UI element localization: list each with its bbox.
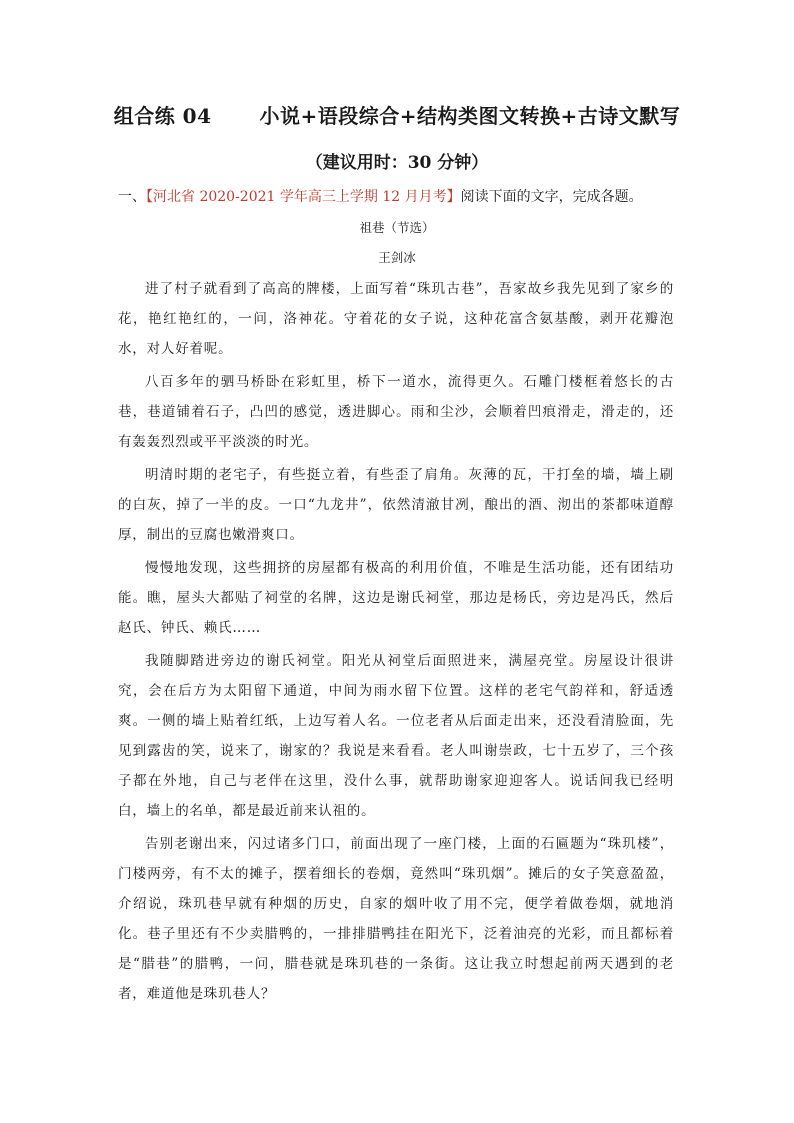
title-left: 组合练 04 (113, 104, 212, 128)
paragraph: 我随脚踏进旁边的谢氏祠堂。阳光从祠堂后面照进来，满屋亮堂。房屋设计很讲究，会在后方为太阳留下通道，中间为雨水留下位置。这样的老宅气韵祥和，舒适透爽。一侧的墙上贴着红纸，上边写着人名。一位老者从后面走出来，还没看清脸面，先见到露齿的笑，说来了，谢家的？我说是来看看。老人叫谢崇政，七十五岁了，三个孩子都在外地，自己与老伴在这里，没什么事，就帮助谢家迎迎客人。说话间我已经明白，墙上的名单，都是最近前来认祖的。 (118, 653, 674, 819)
title-right: 小说+语段综合+结构类图文转换+古诗文默写 (259, 104, 681, 128)
page-subtitle: （建议用时：30 分钟） (305, 153, 489, 173)
page-title (0, 100, 794, 129)
paragraph: 八百多年的驷马桥卧在彩虹里，桥下一道水，流得更久。石雕门楼框着悠长的古巷，巷道铺着石子，凸凹的感觉，透进脚心。雨和尘沙，会顺着凹痕滑走，滑走的，还有轰轰烈烈或平平淡淡的时光。 (118, 374, 674, 450)
article-body (118, 274, 674, 1012)
question-number: 一、 (118, 189, 146, 205)
paragraph: 明清时期的老宅子，有些挺立着，有些歪了肩角。灰薄的瓦，干打垒的墙，墙上刷的白灰，掉了一半的皮。一口“九龙井”，依然清澈甘冽，酿出的酒、沏出的茶都味道醇厚，制出的豆腐也嫩滑爽口。 (118, 467, 674, 543)
paragraph: 告别老谢出来，闪过诸多门口，前面出现了一座门楼，上面的石匾题为“珠玑楼”，门楼两旁，有不太的摊子，摆着细长的卷烟，竟然叫“珠玑烟”。摊后的女子笑意盈盈，介绍说，珠玑巷早就有种烟的历史，自家的烟叶收了用不完，便学着做卷烟，就地消化。巷子里还有不少卖腊鸭的，一排排腊鸭挂在阳光下，泛着油亮的光彩，而且都标着是“腊巷”的腊鸭，一问，腊巷就是珠玑巷的一条街。这让我立时想起前两天遇到的老者，难道他是珠玑巷人？ (118, 836, 674, 1002)
paragraph: 进了村子就看到了高高的牌楼，上面写着“珠玑古巷”，吾家故乡我先见到了家乡的花，艳红艳红的，一问，洛神花。守着花的女子说，这种花富含氨基酸，剥开花瓣泡水，对人好着呢。 (118, 281, 674, 357)
article-author: 王剑冰 (378, 250, 416, 265)
article-title: 祖巷（节选） (359, 220, 435, 235)
question-intro (118, 186, 718, 206)
paragraph: 慢慢地发现，这些拥挤的房屋都有极高的利用价值，不唯是生活功能，还有团结功能。瞧，屋头大都贴了祠堂的名牌，这边是谢氏祠堂，那边是杨氏，旁边是冯氏，然后赵氏、钟氏、赖氏…… (118, 560, 674, 636)
question-source: 【河北省 2020-2021 学年高三上学期 12 月月考】 (146, 189, 461, 205)
question-instruction: 阅读下面的文字，完成各题。 (460, 189, 643, 205)
